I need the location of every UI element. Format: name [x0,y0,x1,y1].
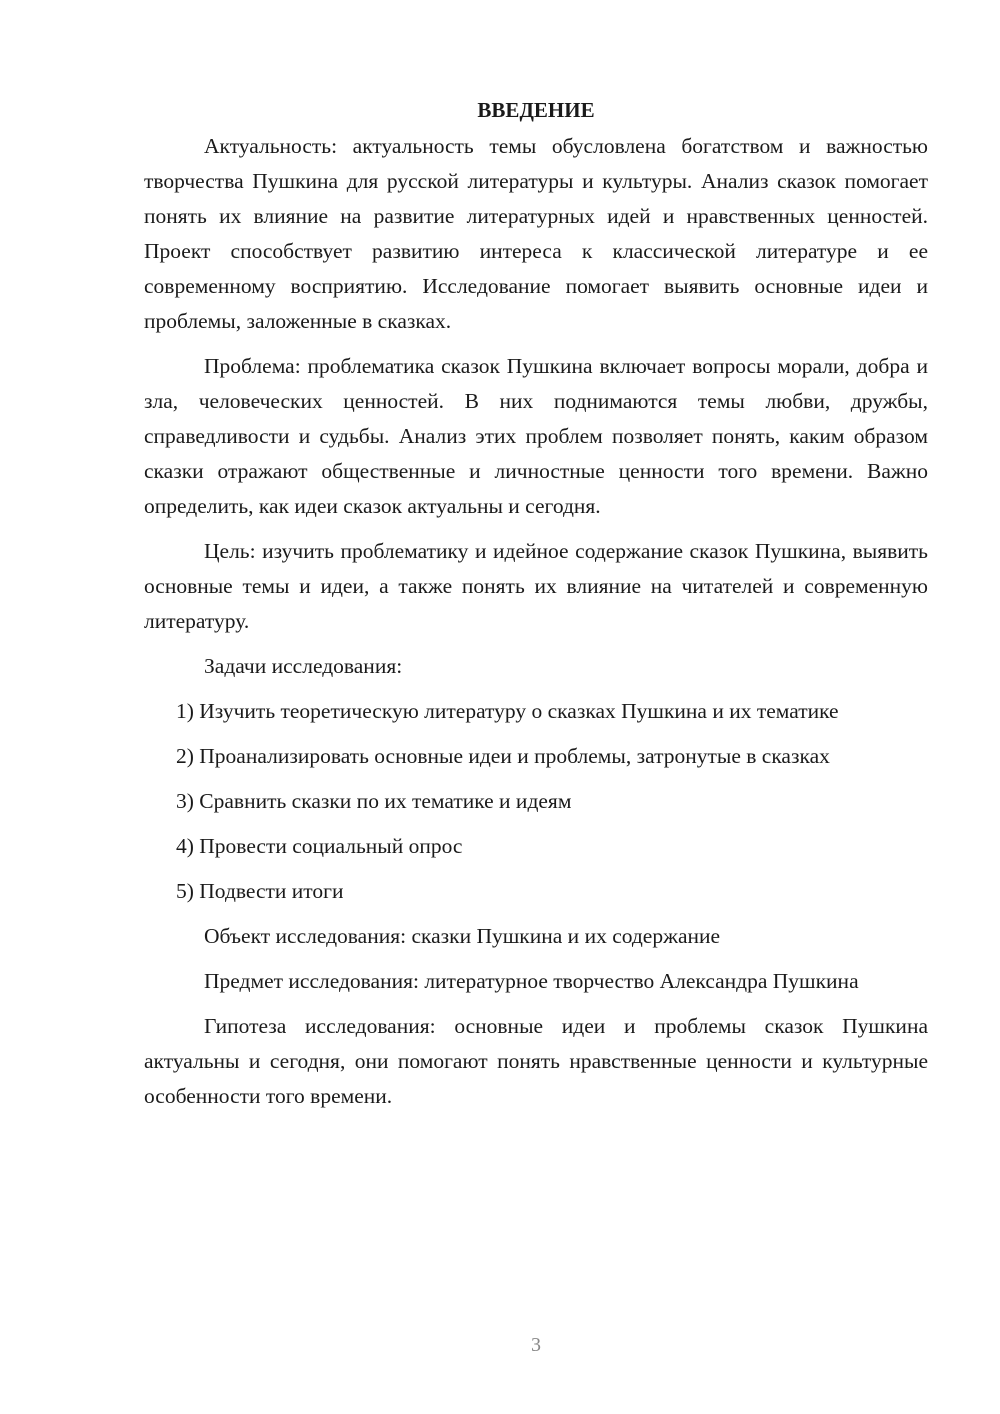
object-paragraph: Объект исследования: сказки Пушкина и их содержание [204,924,721,948]
document-page [144,94,928,1124]
task-item: 5) Подвести итоги [176,879,344,903]
section-heading: ВВЕДЕНИЕ [477,98,595,122]
hypothesis-paragraph: Гипотеза исследования: основные идеи и проблемы сказок Пушкина актуальны и сегодня, они помогают понять нравственные ценности и культурные особенности того времени. [144,1014,928,1108]
problem-paragraph: Проблема: проблематика сказок Пушкина включает вопросы морали, добра и зла, человеческих ценностей. В них поднимаются темы любви, дружбы, справедливости и судьбы. Анализ этих проблем позволяет понять, каким образом сказки отражают общественные и личностные ценности того времени. Важно определить, как идеи сказок актуальны и сегодня. [144,354,928,518]
task-item: 3) Сравнить сказки по их тематике и идеям [176,789,572,813]
tasks-heading: Задачи исследования: [204,654,403,678]
page-number: 3 [531,1334,541,1356]
goal-paragraph: Цель: изучить проблематику и идейное содержание сказок Пушкина, выявить основные темы и идеи, а также понять их влияние на читателей и современную литературу. [144,539,928,633]
relevance-paragraph: Актуальность: актуальность темы обусловлена богатством и важностью творчества Пушкина для русской литературы и культуры. Анализ сказок помогает понять их влияние на развитие литературных идей и нравственных ценностей. Проект способствует развитию интереса к классической литературе и ее современному восприятию. Исследование помогает выявить основные идеи и проблемы, заложенные в сказках. [144,134,928,333]
task-item: 1) Изучить теоретическую литературу о сказках Пушкина и их тематике [176,699,839,723]
task-item: 2) Проанализировать основные идеи и проблемы, затронутые в сказках [176,744,830,768]
subject-paragraph: Предмет исследования: литературное творчество Александра Пушкина [204,969,859,993]
task-item: 4) Провести социальный опрос [176,834,463,858]
